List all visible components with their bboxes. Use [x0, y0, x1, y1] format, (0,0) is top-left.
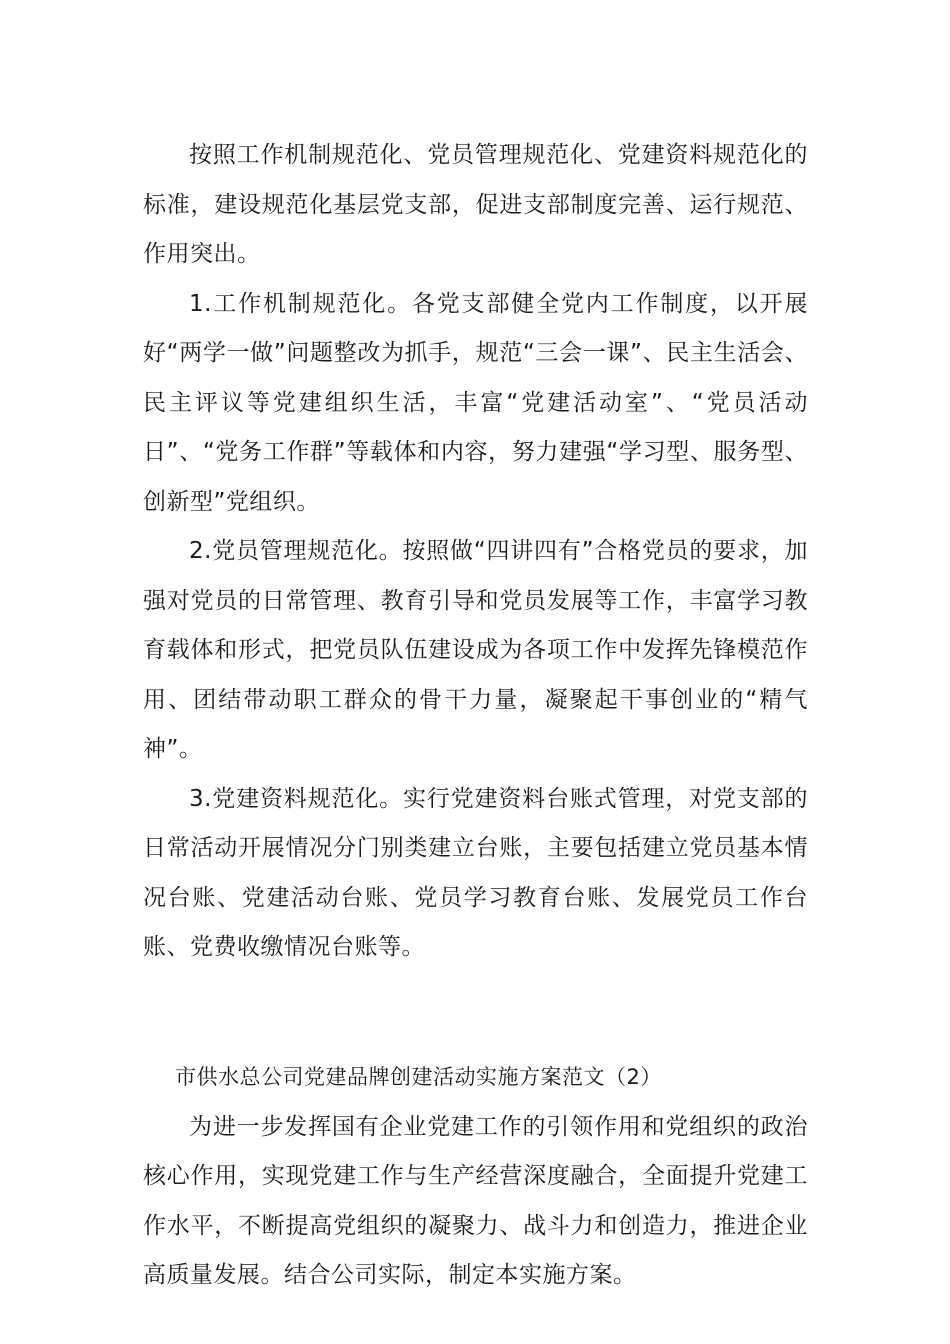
paragraph-member-management: 2.党员管理规范化。按照做“四讲四有”合格党员的要求，加强对党员的日常管理、教育引导和党员发展等工作，丰富学习教育载体和形式，把党员队伍建设成为各项工作中发挥先锋模范作用、团结带动职工群众的骨干力量，凝聚起干事创业的“精气神”。	[143, 538, 808, 762]
paragraph-purpose: 为进一步发挥国有企业党建工作的引领作用和党组织的政治核心作用，实现党建工作与生产经营深度融合，全面提升党建工作水平，不断提高党组织的凝聚力、战斗力和创造力，推进企业高质量发展。结合公司实际，制定本实施方案。	[143, 1113, 808, 1288]
paragraph-records: 3.党建资料规范化。实行党建资料台账式管理，对党支部的日常活动开展情况分门别类建立台账，主要包括建立党员基本情况台账、党建活动台账、党员学习教育台账、发展党员工作台账、党费收缴情况台账等。	[143, 785, 808, 960]
section-title: 市供水总公司党建品牌创建活动实施方案范文（2）	[175, 1064, 662, 1089]
paragraph-work-mechanism: 1.工作机制规范化。各党支部健全党内工作制度，以开展好“两学一做”问题整改为抓手，规范“三会一课”、民主生活会、民主评议等党建组织生活，丰富“党建活动室”、“党员活动日”、“党务工作群”等载体和内容，努力建强“学习型、服务型、创新型”党组织。	[143, 290, 808, 515]
document-body	[143, 131, 808, 1301]
paragraph-intro: 按照工作机制规范化、党员管理规范化、党建资料规范化的标准，建设规范化基层党支部，促进支部制度完善、运行规范、作用突出。	[143, 142, 808, 267]
